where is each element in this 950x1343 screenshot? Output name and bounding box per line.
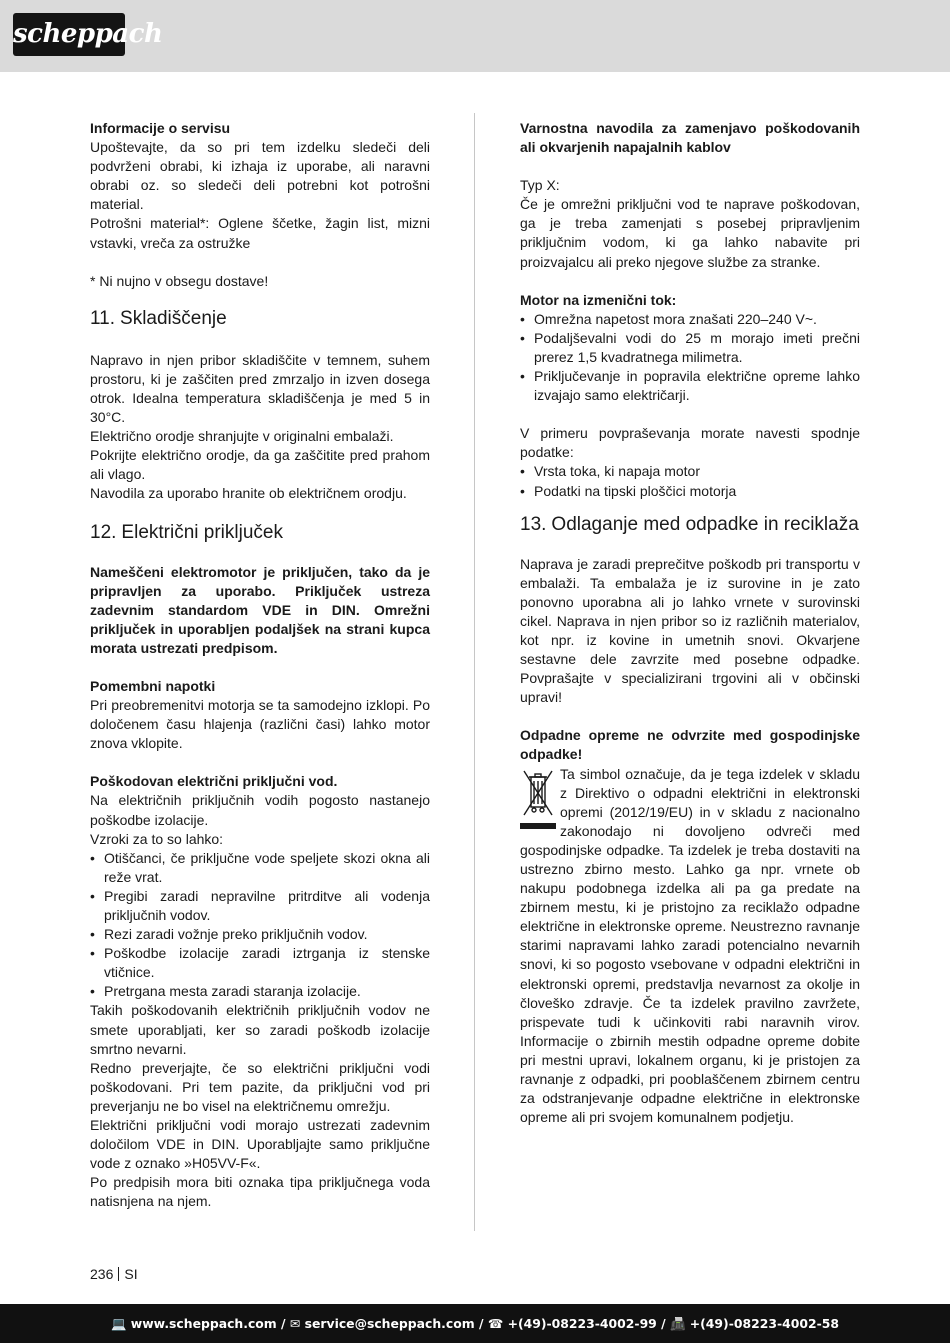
section-11-heading <box>90 308 430 329</box>
damage-causes-list <box>90 849 430 1002</box>
typ-text: Če je omrežni priključni vod te naprave poškodovan, ga je treba zamenjati s posebej pripravljenim priključnim vodom, ki ga lahko nabavite pri proizvajalcu ali preko njegove službe za stranke. <box>520 196 860 270</box>
page-footer <box>0 1304 950 1343</box>
damaged-cable-text-1: Na električnih priključnih vodih pogosto nastanejo poškodbe izolacije. <box>90 792 430 828</box>
fax-icon: 📠 <box>669 1316 686 1331</box>
section-13-number: 13. <box>520 513 547 535</box>
list-item: • Otiščanci, če priključne vode speljete skozi okna ali reže vrat. <box>90 849 430 887</box>
crossed-bin-icon <box>520 769 556 831</box>
storage-text-4: Navodila za uporabo hranite ob električnem orodju. <box>90 485 407 502</box>
list-item: • Podatki na tipski ploščici motorja <box>520 482 860 501</box>
section-12-title: Električni priključek <box>121 521 283 543</box>
cable-safety-heading: Varnostna navodila za zamenjavo poškodovanih ali okvarjenih napajalnih kablov <box>520 120 860 156</box>
service-info-heading: Informacije o servisu <box>90 120 231 136</box>
section-13-title: Odlaganje med odpadke in reciklaža <box>551 513 859 535</box>
section-12-number: 12. <box>90 521 117 543</box>
footer-phone: +(49)-08223-4002-99 / <box>507 1316 666 1331</box>
storage-text-2: Električno orodje shranjujte v originalni embalaži. <box>90 428 394 445</box>
damaged-cable-text-6: Po predpisih mora biti oznaka tipa priključnega voda natisnjena na njem. <box>90 1174 430 1210</box>
damaged-cable-text-4: Redno preverjajte, če so električni priključni vodi poškodovani. Pri tem pazite, da priključni vod pri preverjanju ne bo visel na električnemu omrežju. <box>90 1059 430 1114</box>
service-info-text: Upoštevajte, da so pri tem izdelku sledeči deli podvrženi obrabi, ki izhaja iz uporabe, ali naravni obrabi oz. so sledeči deli potrebni kot potrošni material. <box>90 139 430 213</box>
weee-text: Ta simbol označuje, da je tega izdelek v skladu z Direktivo o odpadni električni in elektronski opremi (2012/19/EU) in v skladu z nacionalno zakonodajo ni dovoljeno odvreči med gospodinjske odpadke. Ta izdelek je treba dostaviti na ustrezno zbirno mesto. Lahko ga npr. vrnete ob nakupu podobnega izdelka ali pa ga predate na zbirnem mestu, ki je pristojno za reciklažo odpadne električne in elektronske opreme. Neustrezno ravnanje starimi napravami lahko zaradi potencialno nevarnih snovi, ki so pogosto vsebovane v odpadni električni in elektronski opremi, predstavlja nevarnost za okolje in človeško zdravje. Če ta izdelek pravilno zavržete, prispevate tudi k učinkoviti rabi naravnih virov. Informacije o zbirnih mestih odpadne opreme dobite pri mestni upravi, lokalnem organu, ki je pristojen za ravnanje z odpadki, pri pooblaščenem zbirnem centru za odstranjevanje odpadne električne in elektronske opreme ali pri svojem komunalnem podjetju. <box>520 765 860 1126</box>
list-item: • Rezi zaradi vožnje preko priključnih vodov. <box>90 925 430 944</box>
damaged-cable-text-2: Vzroki za to so lahko: <box>90 830 224 847</box>
page-number <box>90 1266 138 1282</box>
weee-block <box>520 765 860 1128</box>
laptop-icon: 💻 <box>111 1316 127 1331</box>
storage-text-1: Napravo in njen pribor skladiščite v temnem, suhem prostoru, ki je zaščiten pred zmrzaljo in izven dosega otrok. Idealna temperatura skladiščenja je med 5 in 30°C. <box>90 351 430 426</box>
damaged-cable-text-3: Takih poškodovanih električnih priključnih vodov ne smete uporabljati, ker so zaradi poškodb izolacije smrtno nevarni. <box>90 1002 430 1057</box>
electrical-connection-intro: Nameščeni elektromotor je priključen, tako da je pripravljen za uporabo. Priključek ustreza zadevnim standardom VDE in DIN. Omrežni priključek in uporabljen podaljšek na strani kupca morata ustrezati predpisom. <box>90 563 430 656</box>
ac-motor-list <box>520 310 860 405</box>
damaged-cable-heading: Poškodovan električni priključni vod. <box>90 773 338 790</box>
phone-icon: ☎ <box>487 1316 504 1331</box>
page-number-value: 236 <box>90 1266 114 1282</box>
page-header <box>0 0 950 72</box>
column-divider <box>474 113 475 1231</box>
section-12-heading <box>90 522 430 543</box>
list-item: • Pretrgana mesta zaradi staranja izolacije. <box>90 982 430 1001</box>
inquiry-text: V primeru povpraševanja morate navesti spodnje podatke: <box>520 425 860 461</box>
consumables-text: Potrošni material*: Oglene ščetke, žagin list, mizni vstavki, vreča za ostružke <box>90 215 430 251</box>
section-11-number: 11. <box>90 307 116 329</box>
typ-label: Typ X: <box>520 177 560 194</box>
left-column <box>90 119 430 1212</box>
list-item: • Vrsta toka, ki napaja motor <box>520 462 860 481</box>
footer-email[interactable]: service@scheppach.com / <box>304 1316 484 1331</box>
delivery-note: * Ni nujno v obsegu dostave! <box>90 272 269 289</box>
important-notes-heading: Pomembni napotki <box>90 677 216 694</box>
ac-motor-heading: Motor na izmenični tok: <box>520 291 677 308</box>
list-item: • Priključevanje in popravila električne opreme lahko izvajajo samo električarji. <box>520 367 860 405</box>
scheppach-logo: scheppach <box>13 13 125 56</box>
inquiry-list <box>520 462 860 500</box>
right-column <box>520 119 860 1127</box>
disposal-text: Naprava je zaradi preprečitve poškodb pri transportu v embalaži. Ta embalaža je iz surovine in je zato ponovno uporabna ali jo lahko vrnete v surovinski cikel. Naprava in njen pribor so iz različnih materialov, kot npr. iz kovine in umetnih snovi. Okvarjene sestavne dele zavrzite med posebne odpadke. Povprašajte v specializirani trgovini ali v občinski upravi! <box>520 555 860 706</box>
list-item: • Podaljševalni vodi do 25 m morajo imeti prečni prerez 1,5 kvadratnega milimetra. <box>520 329 860 367</box>
footer-web[interactable]: www.scheppach.com / <box>130 1316 286 1331</box>
damaged-cable-text-5: Električni priključni vodi morajo ustrezati zadevnim določilom VDE in DIN. Uporabljajte samo priključne vode z oznako »H05VV-F«. <box>90 1117 430 1172</box>
section-13-heading <box>520 514 860 535</box>
mail-icon: ✉ <box>289 1316 301 1331</box>
list-item: • Poškodbe izolacije zaradi iztrganja iz stenske vtičnice. <box>90 944 430 982</box>
storage-text-3: Pokrijte električno orodje, da ga zaščitite pred prahom ali vlago. <box>90 447 430 483</box>
important-notes-text: Pri preobremenitvi motorja se ta samodejno izklopi. Po določenem času hlajenja (različni časi) lahko motor znova vklopite. <box>90 697 430 752</box>
footer-fax: +(49)-08223-4002-58 <box>689 1316 839 1331</box>
list-item: • Pregibi zaradi nepravilne pritrditve ali vodenja priključnih vodov. <box>90 887 430 925</box>
list-item: • Omrežna napetost mora znašati 220–240 V~. <box>520 310 860 329</box>
weee-heading: Odpadne opreme ne odvrzite med gospodinjske odpadke! <box>520 727 860 763</box>
page-language: SI <box>124 1266 138 1282</box>
section-11-title: Skladiščenje <box>120 307 227 329</box>
